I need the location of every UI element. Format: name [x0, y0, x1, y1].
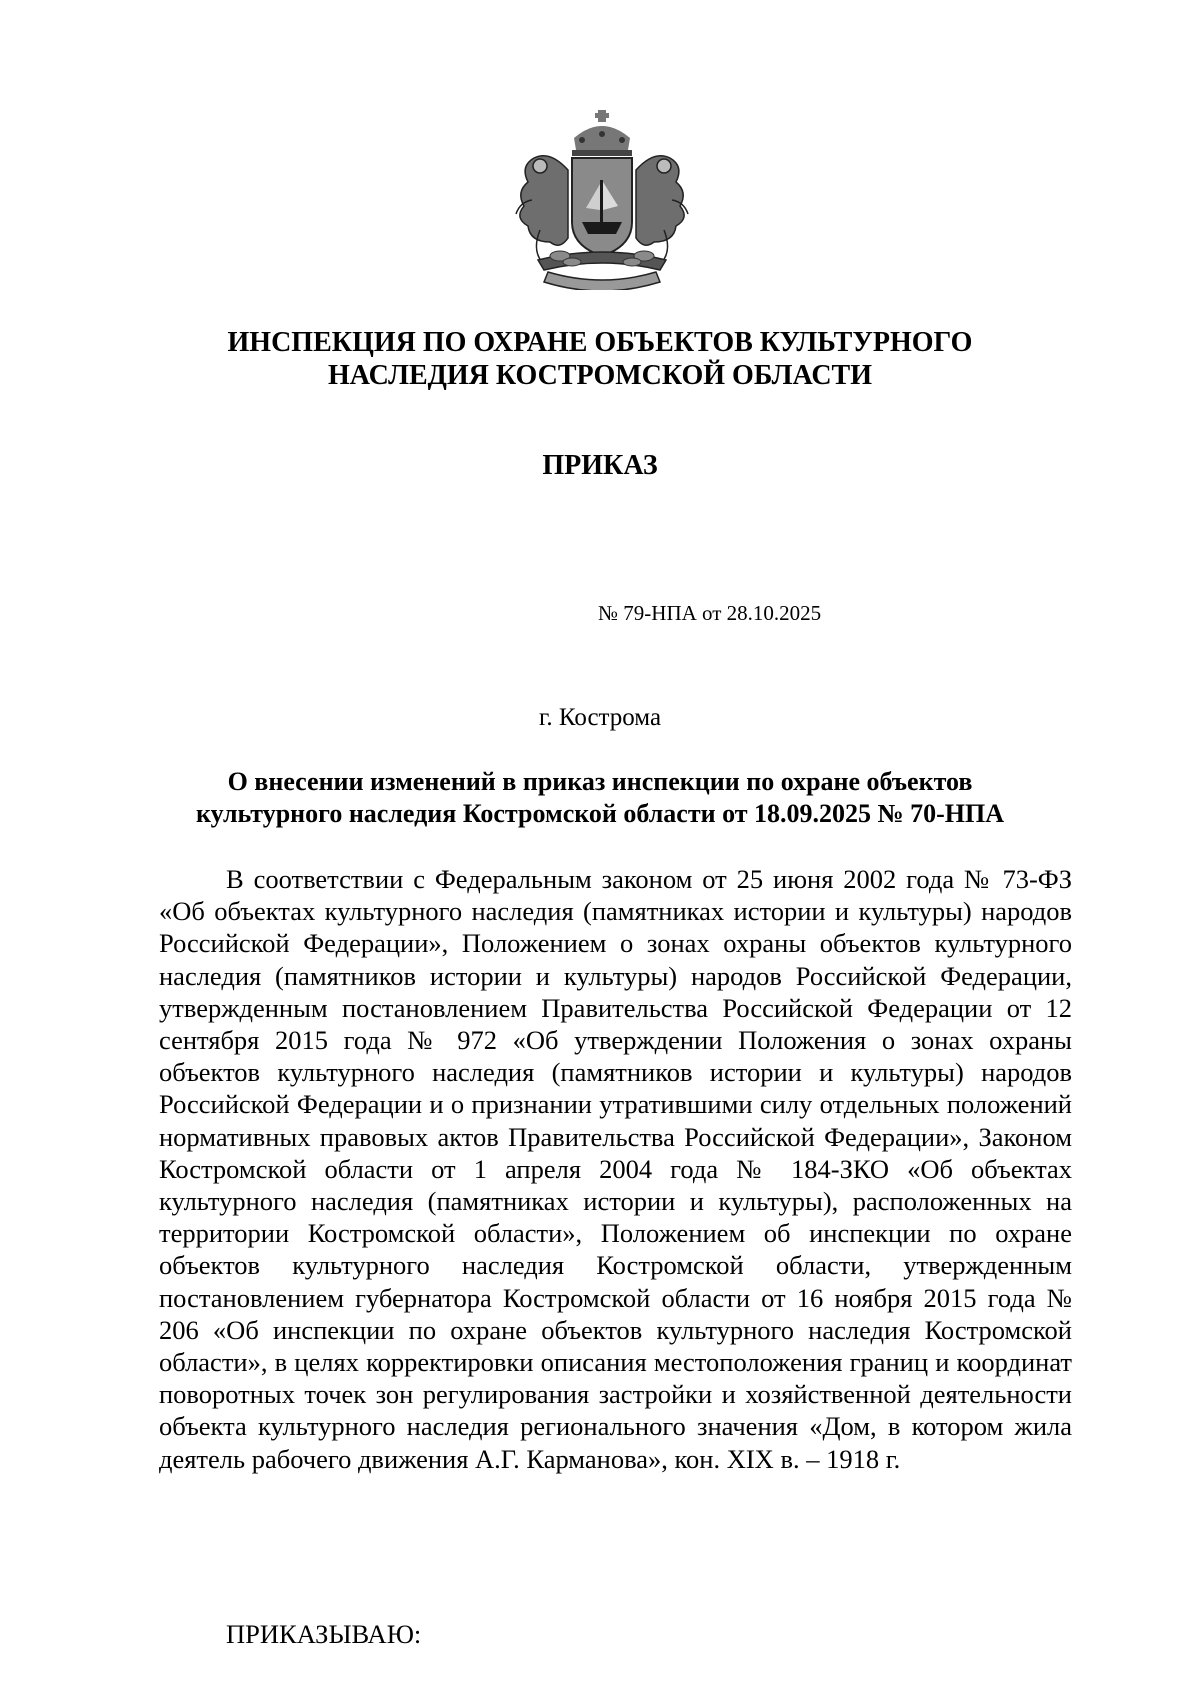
document-subject-line-2: культурного наследия Костромской области от 18.09.2025 № 70-НПА — [195, 799, 1005, 828]
document-city: г. Кострома — [538, 704, 662, 731]
body-paragraph: В соответствии с Федеральным законом от 25 июня 2002 года № 73-ФЗ «Об объектах культурного наследия (памятниках истории и культуры) народов Российской Федерации», Положением о зонах охраны объектов культурного наследия (памятников истории и культуры) народов Российской Федерации, утвержденным постановлением Правительства Российской Федерации от 12 сентября 2015 года № 972 «Об утверждении Положения о зонах охраны объектов культурного наследия (памятников истории и культуры) народов Российской Федерации и о признании утратившими силу отдельных положений нормативных правовых актов Правительства Российской Федерации», Законом Костромской области от 1 апреля 2004 года № 184-ЗКО «Об объектах культурного наследия (памятниках истории и культуры), расположенных на территории Костромской области», Положением об инспекции по охране объектов культурного наследия Костромской области, утвержденным постановлением губернатора Костромской области от 16 ноября 2015 года № 206 «Об инспекции по охране объектов культурного наследия Костромской области», в целях корректировки описания местоположения границ и координат поворотных точек зон регулирования застройки и хозяйственной деятельности объекта культурного наследия регионального значения «Дом, в котором жила деятель рабочего движения А.Г. Карманова», кон. XIX в. – 1918 г. — [159, 864, 1072, 1474]
organization-name — [100, 326, 1100, 392]
organization-name-line-2: НАСЛЕДИЯ КОСТРОМСКОЙ ОБЛАСТИ — [327, 360, 873, 391]
order-directive: ПРИКАЗЫВАЮ: — [226, 1619, 422, 1649]
coat-of-arms-icon — [510, 110, 695, 290]
document-subject — [100, 766, 1100, 830]
document-type: ПРИКАЗ — [542, 450, 658, 481]
document-subject-line-1: О внесении изменений в приказ инспекции по охране объектов — [227, 767, 973, 796]
organization-name-line-1: ИНСПЕКЦИЯ ПО ОХРАНЕ ОБЪЕКТОВ КУЛЬТУРНОГО — [227, 327, 973, 358]
document-number-date: № 79-НПА от 28.10.2025 — [598, 601, 822, 625]
